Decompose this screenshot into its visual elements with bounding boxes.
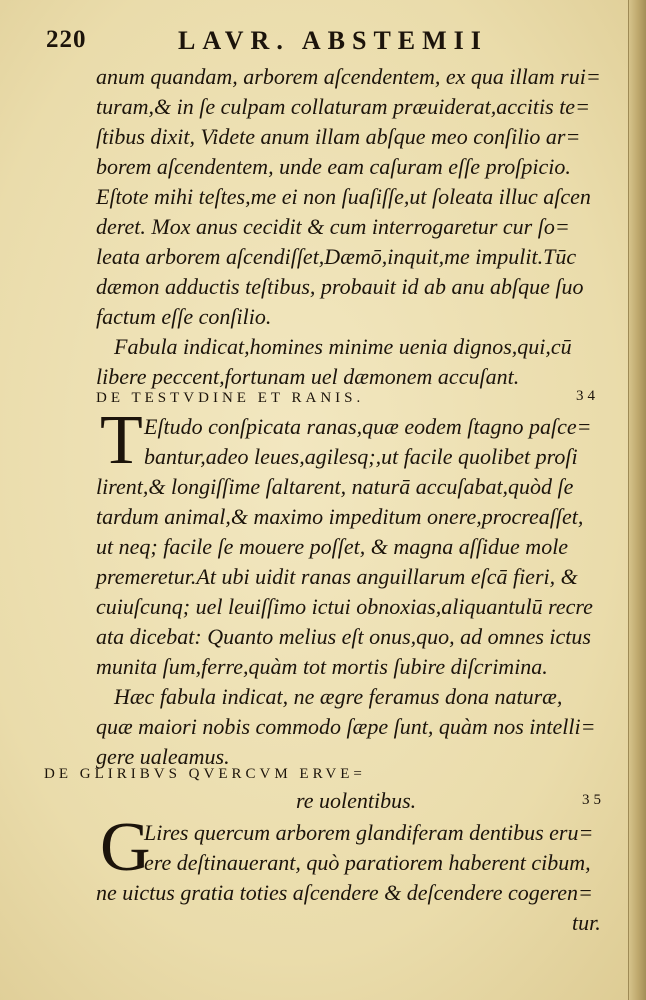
running-title: LAVR. ABSTEMII — [178, 26, 488, 55]
text-line: dæmon adductis teſtibus, probauit id ab anu abſque ſuo — [96, 274, 584, 299]
text-line: lirent,& longiſſime ſaltarent, naturā accuſabat,quòd ſe — [96, 474, 574, 499]
page-gutter — [628, 0, 646, 1000]
moral-line: gere ualeamus. — [96, 744, 230, 769]
text-line: deret. Mox anus cecidit & cum interrogaretur cur ſo= — [96, 214, 570, 239]
text-line: tur. — [572, 910, 601, 935]
text-line: turam,& in ſe culpam collaturam præuiderat,accitis te= — [96, 94, 590, 119]
fable-3-dropcap: G — [100, 809, 151, 886]
text-line: ata dicebat: Quanto melius eſt onus,quo, ad omnes ictus — [96, 624, 591, 649]
moral-line: libere peccent,fortunam uel dæmonem accuſant. — [96, 364, 520, 389]
text-line: leata arborem aſcendiſſet,Dæmō,inquit,me impulit.Tūc — [96, 244, 577, 269]
fable-2-number: 34 — [576, 388, 599, 404]
text-line: Eſtote mihi teſtes,me ei non ſuaſiſſe,ut ſoleata illuc aſcen — [96, 184, 591, 209]
text-line: factum eſſe conſilio. — [96, 304, 272, 329]
text-line: premeretur.At ubi uidit ranas anguillarum eſcā fieri, & — [96, 564, 578, 589]
fable-2-dropcap: T — [100, 402, 143, 479]
moral-line: Hæc fabula indicat, ne ægre feramus dona naturæ, — [114, 684, 563, 709]
page-header — [46, 26, 526, 60]
moral-line: quæ maiori nobis commodo ſæpe ſunt, quàm nos intelli= — [96, 714, 596, 739]
text-line: ne uictus gratia toties aſcendere & deſcendere cogeren= — [96, 880, 593, 905]
text-line: cuiuſcunq; uel leuiſſimo ictui obnoxias,aliquantulū recre — [96, 594, 593, 619]
page-number: 220 — [46, 26, 87, 53]
gutter-edge — [628, 0, 629, 1000]
moral-line: Fabula indicat,homines minime uenia dignos,qui,cū — [114, 334, 572, 359]
fable-2-heading: DE TESTVDINE ET RANIS. — [96, 390, 365, 406]
text-line: borem aſcendentem, unde eam caſuram eſſe proſpicio. — [96, 154, 571, 179]
text-line: ut neq; facile ſe mouere poſſet, & magna aſſidue mole — [96, 534, 569, 559]
text-line: Eſtudo conſpicata ranas,quæ eodem ſtagno paſce= — [144, 414, 592, 439]
text-line: bantur,adeo leues,agilesq;,ut facile quolibet proſi — [144, 444, 578, 469]
text-line: anum quandam, arborem aſcendentem, ex qua illam rui= — [96, 64, 601, 89]
text-line: tardum animal,& maximo impeditum onere,procreaſſet, — [96, 504, 584, 529]
text-line: ere deſtinauerant, quò paratiorem haberent cibum, — [144, 850, 591, 875]
text-line: Lires quercum arborem glandiferam dentibus eru= — [144, 820, 594, 845]
text-line: ſtibus dixit, Videte anum illam abſque meo conſilio ar= — [96, 124, 581, 149]
fable-3-heading-cont: re uolentibus. — [296, 788, 417, 813]
fable-3-number: 35 — [582, 792, 605, 808]
fable-3-heading: DE GLIRIBVS QVERCVM ERVE= — [44, 766, 366, 782]
text-line: munita ſum,ferre,quàm tot mortis ſubire diſcrimina. — [96, 654, 548, 679]
